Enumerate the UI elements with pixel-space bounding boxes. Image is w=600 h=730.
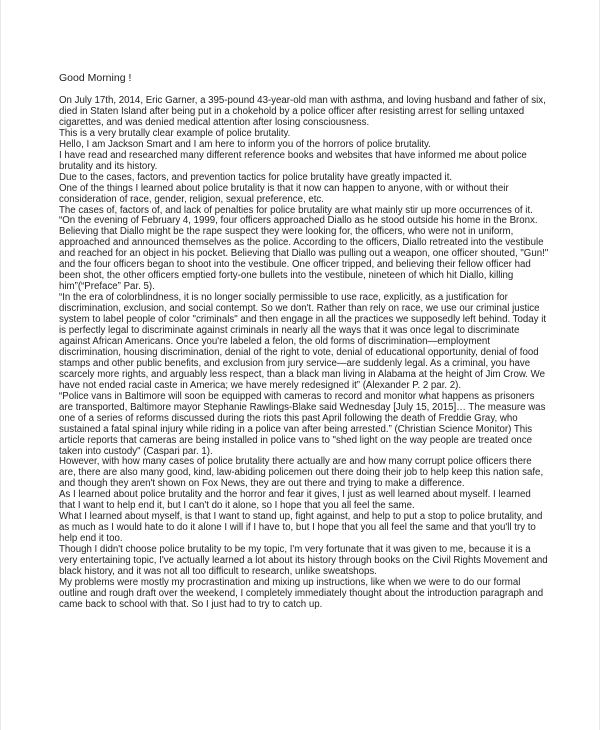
paragraph-thesis: Due to the cases, factors, and prevention tactics for police brutality have greatly impacted it.	[59, 171, 453, 183]
paragraph-colorblindness-quote: “In the era of colorblindness, it is no longer socially permissible to use race, explicitly, as a justification for discrimination, exclusion, and social contempt. So we don't. Rather than rely on race, we use our criminal justice system to label people of color "criminals" and then engage in all the practices we supposedly left behind. Today it is perfectly legal to discriminate against criminals in nearly all the ways that it was once legal to discriminate against African Americans. Once you're labeled a felon, the old forms of discrimination—employment discrimination, housing discrimination, denial of the right to vote, denial of educational opportunity, denial of food stamps and other public benefits, and exclusion from jury service—are suddenly legal. As a criminal, you have scarcely more rights, and arguably less respect, than a black man living in Alabama at the height of Jim Crow. We have not ended racial caste in America; we have merely redesigned it” (Alexander P. 2 par. 2).	[59, 292, 547, 391]
paragraph-topic: Though I didn't choose police brutality to be my topic, I'm very fortunate that it was given to me, because it is a very entertaining topic, I've actually learned a lot about its history through books on the Civil Rights Movement and black history, and it was not all too difficult to research, unlike sweatshops.	[59, 544, 548, 577]
essay-body	[59, 96, 549, 611]
paragraph-about-myself: What I learned about myself, is that I want to stand up, fight against, and help to put a stop to police brutality, and as much as I would hate to do it alone I will if I have to, but I hope that you all feel the same and that you'll try to help end it too.	[59, 511, 543, 545]
paragraph-good-officers: However, with how many cases of police brutality there actually are and how many corrupt police officers there are, there are also many good, kind, law-abiding policemen out there doing their job to help keep this nation safe, and though they aren't shown on Fox News, they are out there and trying to make a difference.	[59, 456, 544, 490]
paragraph-diallo-quote: “On the evening of February 4, 1999, four officers approached Diallo as he stood outside his home in the Bronx. Believing that Diallo might be the rape suspect they were looking for, the officers, who were not in uniform, approached and announced themselves as the police. According to the officers, Diallo retreated into the vestibule and reached for an object in his pocket. Believing that Diallo was pulling out a weapon, one officer shouted, "Gun!" and the four officers began to shoot into the vestibule. One officer tripped, and believing their fellow officer had been shot, the other officers emptied forty-one bullets into the vestibule, nineteen of which hit Diallo, killing him”(“Preface” Par. 5).	[59, 215, 549, 293]
paragraph-baltimore-quote: “Police vans in Baltimore will soon be equipped with cameras to record and monitor what happens as prisoners are transported, Baltimore mayor Stephanie Rawlings-Blake said Wednesday [July 15, 2015]… The measure was one of a series of reforms discussed during the riots this past April following the death of Freddie Gray, who sustained a fatal spinal injury while riding in a police van after being arrested.” (Christian Science Monitor) This article reports that cameras are being installed in police vans to "shed light on the way people are treated once taken into custody" (Caspari par. 1).	[59, 390, 546, 457]
greeting: Good Morning !	[59, 72, 132, 84]
paragraph-causes: The cases of, factors of, and lack of penalties for police brutality are what mainly stir up more occurrences of it.	[59, 204, 533, 216]
paragraph-learned: As I learned about police brutality and the horror and fear it gives, I just as well learned about myself. I learned that I want to help end it, but I can't do it alone, so I hope that you all feel the same.	[59, 489, 531, 512]
paragraph-problems: My problems were mostly my procrastination and mixing up instructions, like when we were to do our formal outline and rough draft over the weekend, I completely immediately thought about the introduction paragraph and came back to school with that. So I just had to try to catch up.	[59, 576, 544, 610]
paragraph-anyone: One of the things I learned about police brutality is that it now can happen to anyone, with or without their consideration of race, gender, religion, sexual preference, etc.	[59, 182, 509, 205]
paragraph-introduction: Hello, I am Jackson Smart and I am here to inform you of the horrors of police brutality.	[59, 138, 431, 150]
paragraph-eric-garner: On July 17th, 2014, Eric Garner, a 395-pound 43-year-old man with asthma, and loving husband and father of six, died in Staten Island after being put in a chokehold by a police officer after resisting arrest for selling untaxed cigarettes, and was denied medical attention after losing consciousness.	[59, 95, 546, 128]
paragraph-example: This is a very brutally clear example of police brutality.	[59, 127, 291, 139]
paragraph-research: I have read and researched many different reference books and websites that have informed me about police brutality and its history.	[59, 149, 527, 172]
